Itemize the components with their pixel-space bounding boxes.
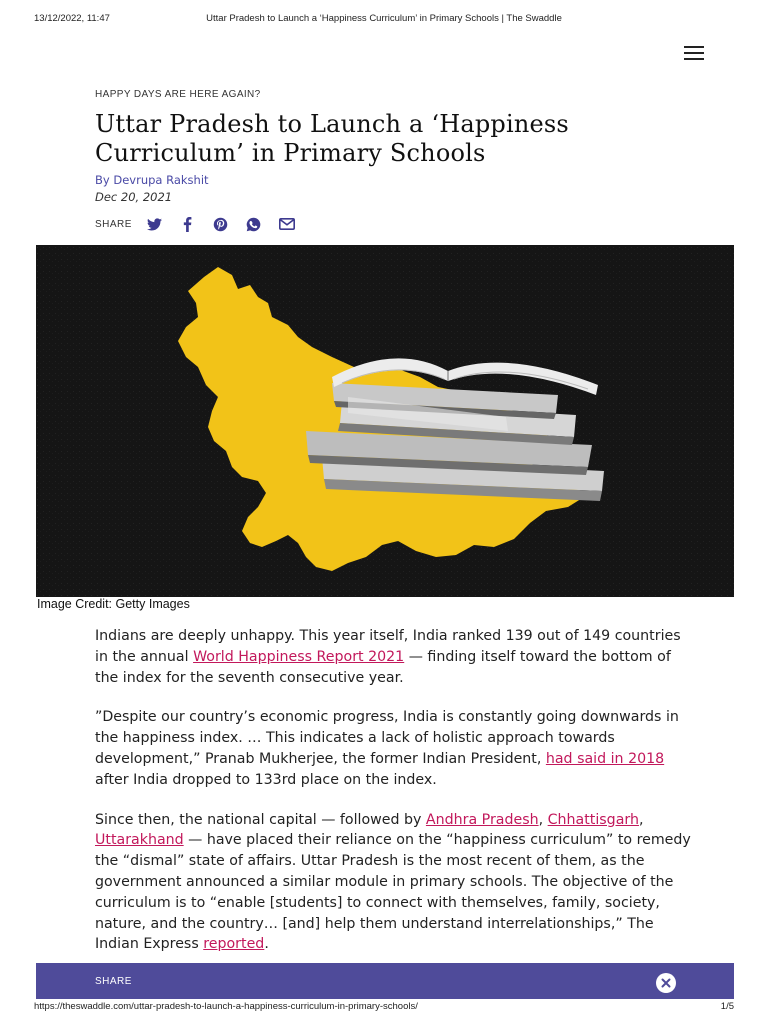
publish-date: Dec 20, 2021 (95, 190, 173, 204)
paragraph-text: Indians are deeply unhappy. This year itself, India ranked 139 out of 149 countries in the annual (95, 628, 681, 665)
print-page-number: 1/5 (720, 1001, 734, 1012)
paragraph-text: , (638, 811, 644, 828)
article-paragraph (95, 810, 695, 956)
twitter-icon[interactable] (146, 215, 164, 233)
article-title: Uttar Pradesh to Launch a ‘Happiness Curriculum’ in Primary Schools (95, 110, 569, 167)
sticky-share-bar (36, 963, 734, 999)
share-row (95, 215, 311, 233)
paragraph-text: , (538, 811, 548, 828)
print-datetime: 13/12/2022, 11:47 (34, 13, 110, 24)
paragraph-text: . (264, 936, 269, 953)
pinterest-icon[interactable] (212, 215, 230, 233)
print-page-title: Uttar Pradesh to Launch a ‘Happiness Curriculum’ in Primary Schools | The Swaddle (206, 13, 562, 24)
email-icon[interactable] (278, 215, 296, 233)
close-icon[interactable] (656, 973, 676, 993)
paragraph-text: — have placed their reliance on the “happiness curriculum” to remedy the “dismal” state of affairs. Uttar Pradesh is the most recent of them, as the government announced a similar module in primary schools. The objective of the curriculum is to “enable [students] to connect with themselves, family, society, nature, and the country… [and] help them understand interrelationships,” The Indian Express (95, 832, 691, 953)
hamburger-menu-icon[interactable] (684, 45, 706, 61)
print-footer (34, 1001, 734, 1015)
paragraph-text: — finding itself toward the bottom of the index for the seventh consecutive year. (95, 648, 671, 686)
paragraph-text: after India dropped to 133rd place on the index. (95, 771, 437, 788)
share-label: SHARE (95, 218, 132, 230)
andhra-pradesh-link[interactable]: Andhra Pradesh (425, 811, 539, 828)
author-byline[interactable]: By Devrupa Rakshit (95, 173, 209, 187)
share-bar-label[interactable]: SHARE (95, 976, 132, 987)
print-url: https://theswaddle.com/uttar-pradesh-to-launch-a-happiness-curriculum-in-primary-schools/ (34, 1001, 418, 1012)
paragraph-text: ”Despite our country’s economic progress, India is constantly going downwards in the happiness index. … This indicates a lack of holistic approach towards development,” Pranab Mukherjee, the former Indian President, (95, 709, 679, 767)
hero-illustration (36, 245, 734, 597)
whatsapp-icon[interactable] (245, 215, 263, 233)
article-paragraph (95, 707, 695, 790)
facebook-icon[interactable] (179, 215, 197, 233)
had-said-in-2018-link[interactable]: had said in 2018 (545, 750, 665, 767)
uttarakhand-link[interactable]: Uttarakhand (95, 832, 184, 849)
article-body (95, 626, 695, 974)
world-happiness-report-link[interactable]: World Happiness Report 2021 (193, 648, 405, 665)
article-paragraph (95, 626, 695, 688)
paragraph-text: Since then, the national capital — followed by (95, 811, 426, 828)
image-caption: Image Credit: Getty Images (37, 597, 190, 611)
reported-link[interactable]: reported (203, 936, 265, 953)
print-header (34, 13, 734, 27)
article-kicker: HAPPY DAYS ARE HERE AGAIN? (95, 89, 261, 100)
hero-image (36, 245, 734, 597)
chhattisgarh-link[interactable]: Chhattisgarh (547, 811, 639, 828)
